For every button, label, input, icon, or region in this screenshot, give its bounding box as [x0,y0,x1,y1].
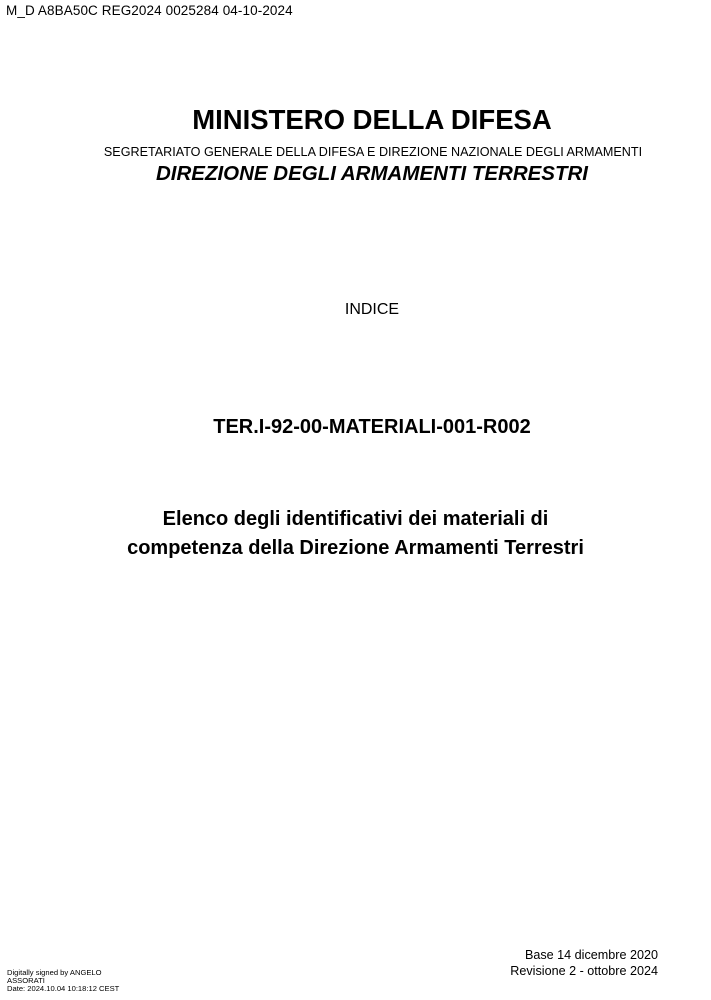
document-title-line-1: Elenco degli identificativi dei materiali di [162,508,549,530]
document-title [0,505,711,563]
document-code: TER.I-92-00-MATERIALI-001-R002 [213,416,531,438]
ministry-title: MINISTERO DELLA DIFESA [192,104,552,135]
secretariat-subtitle: SEGRETARIATO GENERALE DELLA DIFESA E DIREZIONE NAZIONALE DEGLI ARMAMENTI [103,145,643,159]
digital-signature [7,969,119,993]
directorate-title: DIREZIONE DEGLI ARMAMENTI TERRESTRI [155,162,589,185]
revision-block [510,947,658,979]
protocol-number: M_D A8BA50C REG2024 0025284 04-10-2024 [6,3,293,18]
document-title-line-2: competenza della Direzione Armamenti Terrestri [127,537,584,559]
signature-line-3: Date: 2024.10.04 10:18:12 CEST [7,984,120,993]
signature-line-1: Digitally signed by ANGELO [7,968,102,977]
signature-line-2: ASSORATI [7,976,45,985]
base-date: Base 14 dicembre 2020 [524,948,658,962]
section-label: INDICE [344,301,400,318]
revision-date: Revisione 2 - ottobre 2024 [510,964,658,978]
